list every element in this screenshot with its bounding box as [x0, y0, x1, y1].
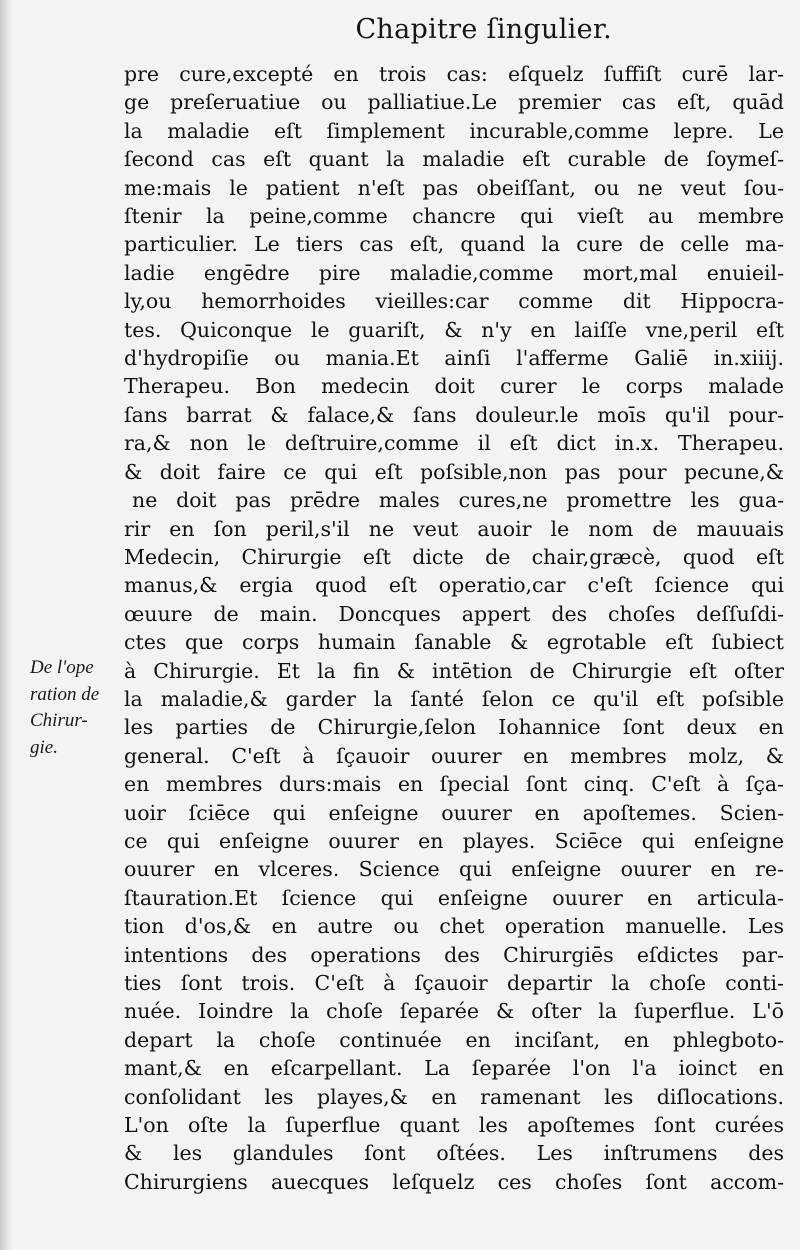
marginal-note-line: gie. — [30, 736, 58, 758]
text-line: à Chirurgie. Et la fin & intētion de Chirurgie eſt oſter — [124, 658, 784, 683]
text-line: ctes que corps humain ſanable & egrotable eſt ſubiect — [124, 630, 784, 655]
text-line: me:mais le patient n'eſt pas obeiſſant, ou ne veut ſou- — [124, 175, 784, 200]
text-line: mant,& en eſcarpellant. La ſeparée l'on l'a ioinct en — [124, 1056, 784, 1081]
body-text — [124, 60, 784, 1196]
text-line: ge preſeruatiue ou palliatiue.Le premier cas eſt, quād — [124, 90, 784, 115]
text-line: uoir ſciēce qui enſeigne ouurer en apoſtemes. Scien- — [124, 800, 784, 825]
text-line: ſtenir la peine,comme chancre qui vieſt au membre — [124, 204, 784, 229]
marginal-note-line: ration de — [30, 683, 100, 705]
text-line: les parties de Chirurgie,ſelon Iohannice ſont deux en — [124, 715, 784, 740]
text-line: depart la choſe continuée en inciſant, en phlegboto- — [124, 1027, 784, 1052]
running-head: Chapitre ſingulier. — [355, 14, 612, 45]
text-line: ſans barrat & falace,& ſans douleur.le moīs qu'il pour- — [124, 402, 784, 427]
text-line: Chirurgiens auecques leſquelz ces choſes ſont accom- — [124, 1169, 784, 1194]
text-line: d'hydropiſie ou mania.Et ainſi l'afferme Galiē in.xiiij. — [124, 346, 784, 371]
text-line: manus,& ergia quod eſt operatio,car c'eſt ſcience qui — [124, 573, 784, 598]
text-line: ladie engēdre pire maladie,comme mort,mal enuieil- — [124, 260, 784, 285]
text-line: ra,& non le deſtruire,comme il eſt dict in.x. Therapeu. — [124, 431, 784, 456]
text-line: en membres durs:mais en ſpecial ſont cinq. C'eſt à ſça- — [124, 772, 784, 797]
text-line: tes. Quiconque le guariſt, & n'y en laiſſe vne,peril eſt — [124, 317, 784, 342]
text-line: la maladie eſt ſimplement incurable,comme lepre. Le — [124, 118, 784, 143]
text-line: intentions des operations des Chirurgiēs eſdictes par- — [124, 942, 784, 967]
text-line: ties ſont trois. C'eſt à ſçauoir departir la choſe conti- — [124, 971, 784, 995]
marginal-note — [30, 655, 130, 761]
text-line: ſtauration.Et ſcience qui enſeigne ouurer en articula- — [124, 885, 784, 910]
text-line: œuure de main. Doncques appert des choſes deſſuſdi- — [124, 601, 784, 626]
text-line: & les glandules ſont oſtées. Les inſtrumens des — [124, 1141, 784, 1166]
text-line: L'on oſte la ſuperflue quant les apoſtemes ſont curées — [124, 1113, 784, 1138]
text-line: Medecin, Chirurgie eſt dicte de chair,græcè, quod eſt — [124, 544, 784, 569]
text-line: particulier. Le tiers cas eſt, quand la cure de celle ma- — [124, 232, 784, 257]
text-line: tion d'os,& en autre ou chet operation manuelle. Les — [124, 914, 784, 939]
text-line: pre cure,excepté en trois cas: eſquelz ſuffiſt curē lar- — [124, 62, 784, 86]
text-line: ſecond cas eſt quant la maladie eſt curable de ſoymeſ- — [124, 147, 784, 172]
text-line: ly,ou hemorrhoides vieilles:car comme dit Hippocra- — [124, 289, 784, 314]
text-line: ouurer en vlceres. Science qui enſeigne ouurer en re- — [124, 857, 784, 882]
marginal-note-line: Chirur- — [30, 710, 88, 731]
text-line: rir en ſon peril,s'il ne veut auoir le nom de mauuais — [124, 516, 784, 541]
marginal-note-line: De l'ope — [30, 657, 94, 678]
text-line: la maladie,& garder la ſanté ſelon ce qu'il eſt poſsible — [124, 686, 784, 711]
text-line: ne doit pas prēdre males cures,ne promettre les gua- — [132, 488, 784, 513]
text-line: ce qui enſeigne ouurer en playes. Sciēce qui enſeigne — [124, 828, 784, 853]
text-line: conſolidant les playes,& en ramenant les diſlocations. — [124, 1084, 784, 1109]
text-line: & doit faire ce qui eſt poſsible,non pas pour pecune,& — [124, 459, 784, 484]
text-line: general. C'eſt à ſçauoir ouurer en membres molz, & — [124, 743, 784, 768]
text-line: nuée. Ioindre la choſe ſeparée & oſter la ſuperflue. L'ō — [124, 999, 784, 1024]
spine-shadow — [0, 0, 14, 1250]
text-line: Therapeu. Bon medecin doit curer le corps malade — [124, 374, 784, 399]
